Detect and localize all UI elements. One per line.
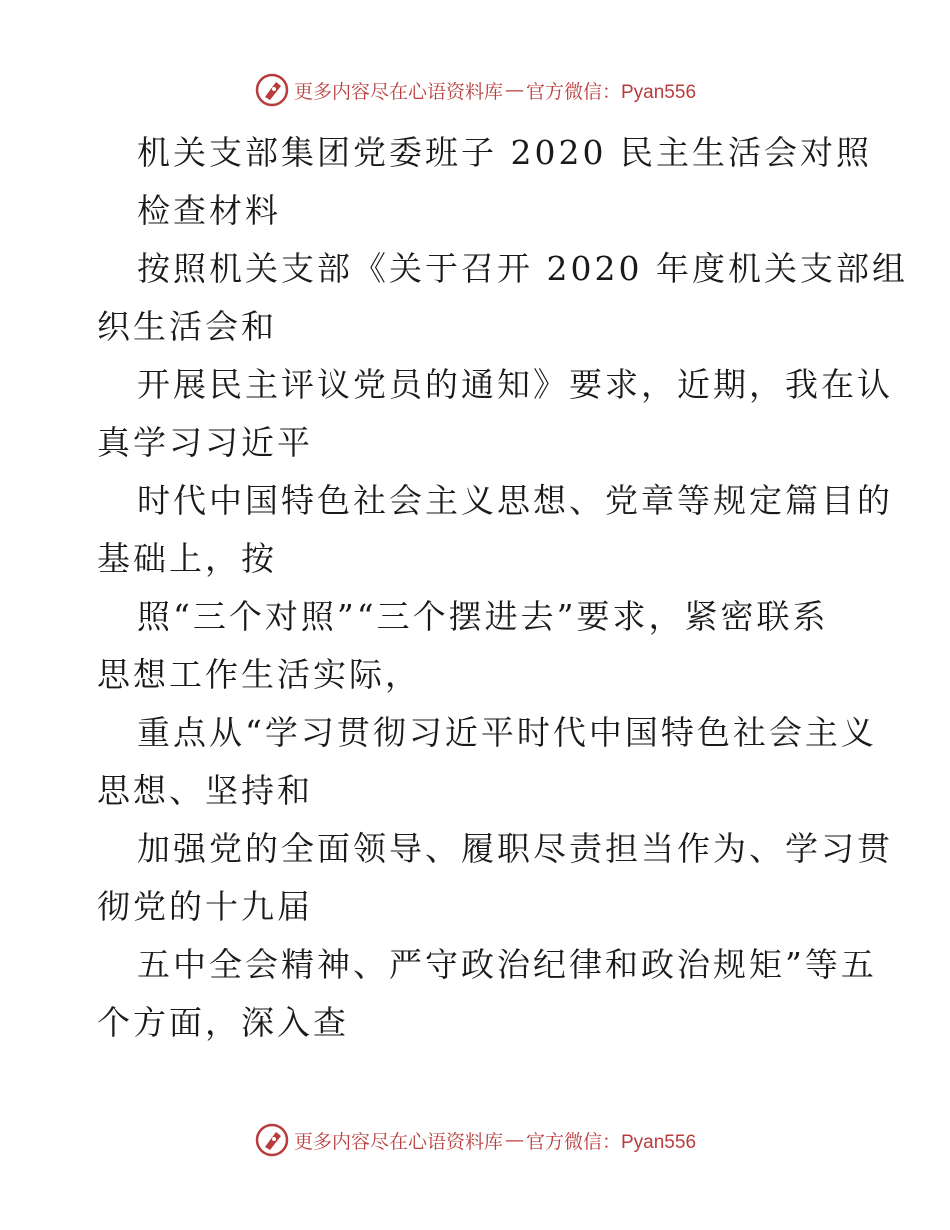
header-watermark [0,70,950,110]
document-line: 开展民主评议党员的通知》要求，近期，我在认 [137,365,893,404]
document-line: 检查材料 [137,191,281,230]
document-line: 个方面，深入查 [97,1003,349,1042]
document-body [97,124,908,1052]
watermark-wechat-text: 官方微信：Pyan556 [526,1131,697,1153]
footer-watermark [0,1120,950,1160]
watermark-main-text: 更多内容尽在心语资料库 [293,80,503,103]
document-line: 五中全会精神、严守政治纪律和政治规矩”等五 [137,945,877,984]
document-line: 彻党的十九届 [97,887,313,926]
pen-nib-logo-icon [254,72,290,108]
document-line: 机关支部集团党委班子 2020 民主生活会对照 [137,133,872,172]
document-line: 按照机关支部《关于召开 2020 年度机关支部组 [137,249,908,288]
document-line: 时代中国特色社会主义思想、党章等规定篇目的 [137,481,893,520]
watermark-main-text: 更多内容尽在心语资料库 [293,1130,503,1153]
document-line: 加强党的全面领导、履职尽责担当作为、学习贯 [137,829,893,868]
document-line: 照“三个对照”“三个摆进去”要求，紧密联系 [137,597,829,636]
document-line: 织生活会和 [97,307,277,346]
document-line: 思想工作生活实际， [97,655,421,694]
watermark-wechat-text: 官方微信：Pyan556 [526,81,697,103]
document-line: 重点从“学习贯彻习近平时代中国特色社会主义 [137,713,877,752]
document-line: 基础上，按 [97,539,277,578]
document-line: 思想、坚持和 [97,771,313,810]
document-line: 真学习习近平 [97,423,313,462]
watermark-separator: — [505,79,524,101]
pen-nib-logo-icon [254,1122,290,1158]
watermark-separator: — [505,1129,524,1151]
